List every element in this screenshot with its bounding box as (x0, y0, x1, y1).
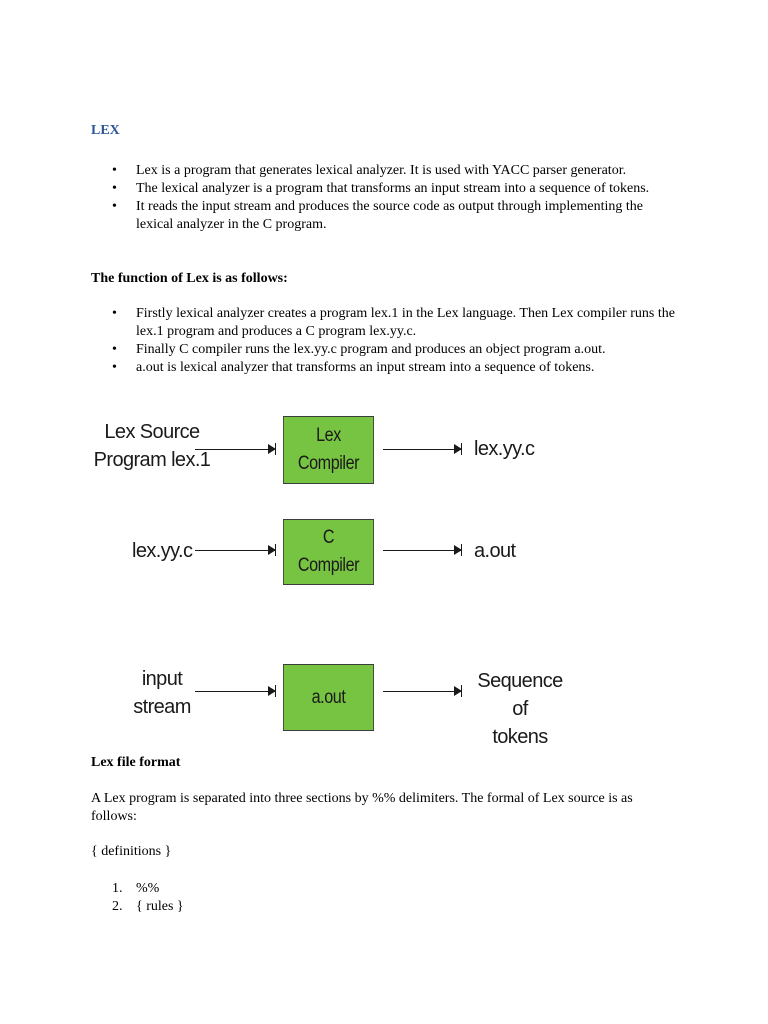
diagram-row2-input-label: lex.yy.c (132, 540, 193, 562)
diagram-row1-output-label: lex.yy.c (474, 438, 535, 460)
list-item: 1. %% (112, 881, 160, 896)
diagram-lex-compiler-box: Lex Compiler (283, 416, 374, 484)
section-heading-lex: LEX (91, 123, 120, 138)
bullet-icon: • (112, 199, 117, 214)
diagram-row1-arrow-in (195, 449, 275, 450)
list-item: • It reads the input stream and produces the source code as output through implementing the lexical analyzer in the C program. (112, 199, 643, 232)
diagram-aout-box: a.out (283, 664, 374, 731)
bullet-icon: • (112, 163, 117, 178)
diagram-row3-output-label: Sequence of tokens (477, 670, 563, 748)
diagram-row3-arrow-out (383, 691, 461, 692)
format-heading: Lex file format (91, 755, 181, 770)
diagram-row3-arrow-in (195, 691, 275, 692)
bullet-icon: • (112, 360, 117, 375)
diagram-row3-input-label: input stream (133, 668, 191, 718)
bullet-icon: • (112, 181, 117, 196)
diagram-row2-arrow-out (383, 550, 461, 551)
diagram-row2-output-label: a.out (474, 540, 516, 562)
list-item: • a.out is lexical analyzer that transforms an input stream into a sequence of tokens. (112, 360, 595, 375)
diagram-row2-arrow-in (195, 550, 275, 551)
list-item: • The lexical analyzer is a program that transforms an input stream into a sequence of tokens. (112, 181, 650, 196)
diagram-row1-input-label: Lex Source Program lex.1 (93, 421, 211, 471)
list-item: • Firstly lexical analyzer creates a program lex.1 in the Lex language. Then Lex compiler runs the lex.1 program and produces a C program lex.yy.c. (112, 306, 675, 339)
list-item: • Finally C compiler runs the lex.yy.c program and produces an object program a.out. (112, 342, 606, 357)
list-item: 2. { rules } (112, 899, 184, 914)
bullet-icon: • (112, 306, 117, 321)
intro-bullet-list (91, 162, 691, 234)
diagram-row1-arrow-out (383, 449, 461, 450)
function-heading: The function of Lex is as follows: (91, 271, 288, 286)
list-item: • Lex is a program that generates lexical analyzer. It is used with YACC parser generator. (112, 163, 627, 178)
numbered-list (91, 880, 184, 916)
function-bullet-list (91, 305, 691, 377)
diagram-c-compiler-box: C Compiler (283, 519, 374, 585)
definitions-text: { definitions } (91, 844, 172, 859)
bullet-icon: • (112, 342, 117, 357)
format-paragraph: A Lex program is separated into three sections by %% delimiters. The formal of Lex source is as follows: (91, 791, 633, 824)
